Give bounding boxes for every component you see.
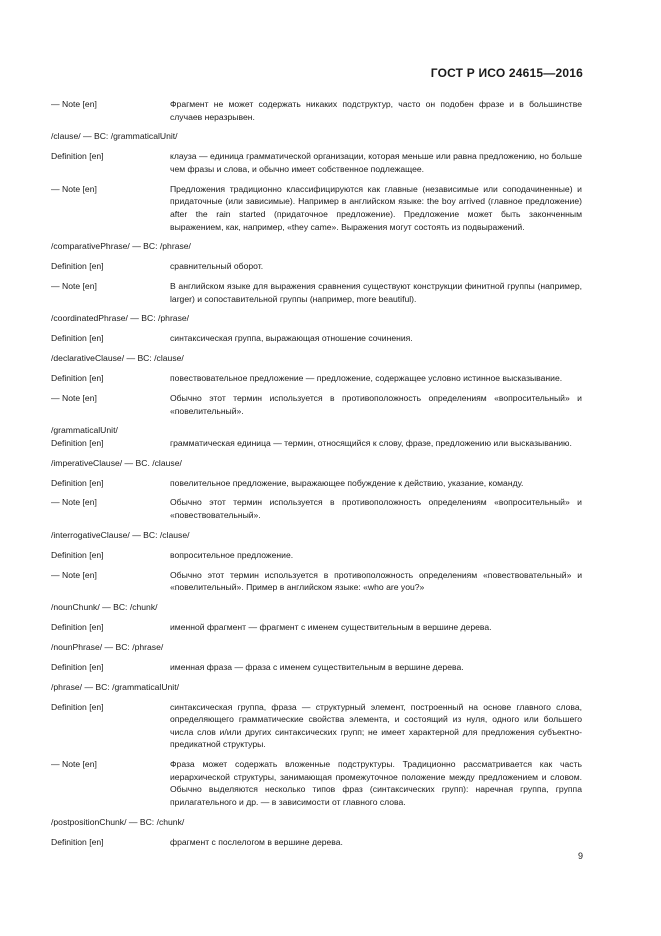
document-header: ГОСТ Р ИСО 24615—2016 xyxy=(430,66,583,80)
term-entry-row xyxy=(51,836,582,849)
entry-text: синтаксическая группа, фраза — структурный элемент, построенный на основе главного слова, определяющего грамматические свойства элемента, и состоящий из нуля, одного или большего числа слов и/или других синтаксических групп; не имеет характерной для предложения субъектно-предикатной структуры. xyxy=(170,701,582,750)
term-entry-row xyxy=(51,621,582,634)
term-heading: /comparativePhrase/ — BC: /phrase/ xyxy=(51,241,191,252)
entry-text: грамматическая единица — термин, относящийся к слову, фразе, предложению или высказыванию. xyxy=(170,437,572,448)
entry-label: — Note [en] xyxy=(51,569,97,580)
term-entry-row xyxy=(51,332,582,345)
entry-label: — Note [en] xyxy=(51,183,97,194)
entry-label: — Note [en] xyxy=(51,759,97,770)
term-heading: /postpositionChunk/ — BC: /chunk/ xyxy=(51,816,185,827)
entry-text: Обычно этот термин используется в противоположность определениям «повествовательный» и «повелительный». Пример в английском языке: «who are you?» xyxy=(170,569,582,593)
term-entry-row xyxy=(51,496,582,521)
entry-text: В английском языке для выражения сравнения существуют конструкции финитной группы (например, larger) и сопоставительной группы (например, more beautiful). xyxy=(170,281,582,304)
entry-text: синтаксическая группа, выражающая отношение сочинения. xyxy=(170,333,413,344)
entry-text: сравнительный оборот. xyxy=(170,261,264,272)
term-entry-row xyxy=(51,549,582,562)
entry-text: Фраза может содержать вложенные подструктуры. Традиционно рассматривается как часть иерархической структуры, занимающая промежуточное положение между предложением и словом. Обычно выделяются несколько типов фраз (синтаксических групп): наречная группа, группа прилагательного и др. — в зависимости от главного слова. xyxy=(170,759,582,807)
term-heading: /nounPhrase/ — BC: /phrase/ xyxy=(51,641,164,652)
term-entry-row xyxy=(51,280,582,305)
term-entry-row xyxy=(51,477,582,490)
entry-label: — Note [en] xyxy=(51,99,97,109)
entry-label: Definition [en] xyxy=(51,333,104,344)
entry-label: Definition [en] xyxy=(51,373,104,384)
term-entry-row xyxy=(51,392,582,417)
entry-label: Definition [en] xyxy=(51,261,104,272)
term-heading: /phrase/ — BC: /grammaticalUnit/ xyxy=(51,681,179,692)
entry-text: фрагмент с послелогом в вершине дерева. xyxy=(170,836,343,847)
entry-text: Обычно этот термин используется в противоположность определениям «вопросительный» и «повелительный». xyxy=(170,392,582,416)
entry-text: Обычно этот термин используется в противоположность определениям «вопросительный» и «повествовательный». xyxy=(170,497,582,521)
entry-label: Definition [en] xyxy=(51,477,104,488)
term-entry-row xyxy=(51,437,582,450)
term-heading: /nounChunk/ — BC: /chunk/ xyxy=(51,602,158,612)
entry-label: Definition [en] xyxy=(51,151,104,162)
entry-text: повелительное предложение, выражающее побуждение к действию, указание, команду. xyxy=(170,477,524,488)
entry-text: Предложения традиционно классифицируются как главные (независимые или соподачиненные) и придаточные (или зависимые). Например в английском языке: the boy arrived (главное предложение) after the rain started (придаточное предложение). Предложение может быть законченным выражением, как, например, «they came». Выражения могут состоять из подвыражений. xyxy=(170,183,582,232)
entry-label: — Note [en] xyxy=(51,497,97,508)
entry-label: — Note [en] xyxy=(51,392,97,403)
entry-label: Definition [en] xyxy=(51,437,104,448)
term-entry-row xyxy=(51,98,582,123)
term-heading: /declarativeClause/ — BC: /clause/ xyxy=(51,353,184,364)
entry-text: Фрагмент не может содержать никаких подструктур, часто он подобен фразе и в большинстве случаев неразрывен. xyxy=(170,99,582,122)
term-heading: /coordinatedPhrase/ — BC: /phrase/ xyxy=(51,313,190,324)
term-entry-row xyxy=(51,758,582,808)
entry-label: Definition [en] xyxy=(51,549,104,560)
entry-label: Definition [en] xyxy=(51,621,104,632)
entry-label: Definition [en] xyxy=(51,701,104,712)
entry-label: Definition [en] xyxy=(51,836,104,847)
term-heading: /grammaticalUnit/ xyxy=(51,425,118,436)
entry-text: повествовательное предложение — предложение, содержащее условно истинное высказывание. xyxy=(170,373,563,384)
entry-text: вопросительное предложение. xyxy=(170,549,294,560)
term-entry-row xyxy=(51,260,582,273)
entry-text: именная фраза — фраза с именем существительным в вершине дерева. xyxy=(170,661,464,672)
term-list xyxy=(51,98,582,855)
page-number: 9 xyxy=(577,851,583,861)
term-entry-row xyxy=(51,701,582,751)
term-heading: /clause/ — BC: /grammaticalUnit/ xyxy=(51,131,178,142)
entry-label: — Note [en] xyxy=(51,281,97,292)
entry-text: именной фрагмент — фрагмент с именем существительным в вершине дерева. xyxy=(170,621,492,632)
term-heading: /interrogativeClause/ — BC: /clause/ xyxy=(51,529,190,540)
term-entry-row xyxy=(51,661,582,674)
term-entry-row xyxy=(51,372,582,385)
term-entry-row xyxy=(51,183,582,233)
term-entry-row xyxy=(51,569,582,594)
entry-label: Definition [en] xyxy=(51,661,104,672)
term-entry-row xyxy=(51,150,582,175)
entry-text: клауза — единица грамматической организации, которая меньше или равна предложению, но больше чем фразы и слова, и обычно имеет собственное подлежащее. xyxy=(170,151,582,174)
term-heading: /imperativeClause/ — BC. /clause/ xyxy=(51,457,182,468)
